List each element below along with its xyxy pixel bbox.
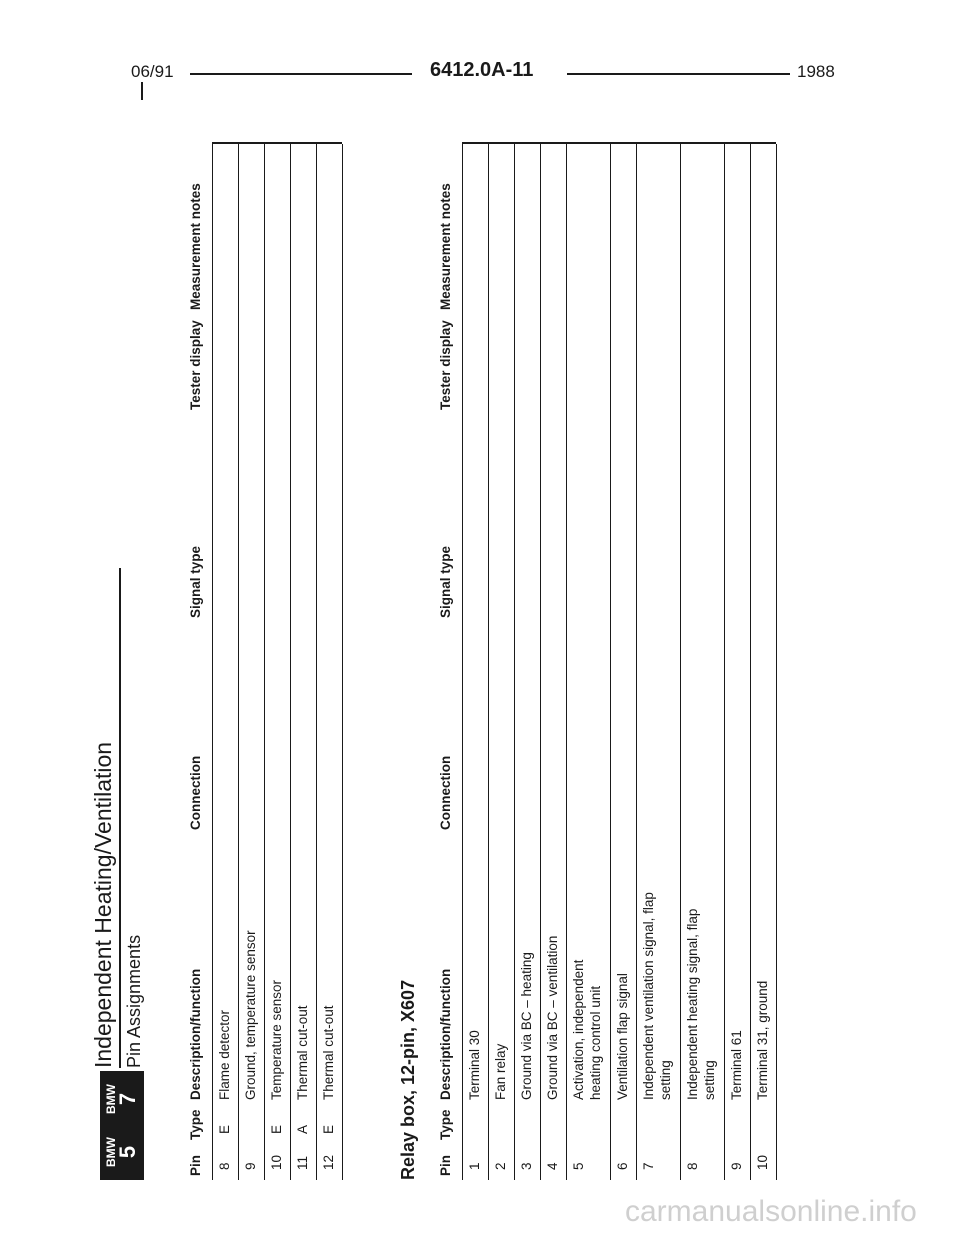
description-cell: Ground via BC – heating <box>519 952 534 1100</box>
type-cell: E <box>269 1124 284 1134</box>
col-description: Description/function <box>188 968 203 1100</box>
pin-cell: 2 <box>493 1162 508 1170</box>
badge-number: 7 <box>115 1092 140 1106</box>
badge-number: 5 <box>115 1145 140 1159</box>
table-row <box>212 144 239 1180</box>
col-signal-type: Signal type <box>188 545 203 618</box>
pin-cell: 4 <box>545 1162 560 1170</box>
badge-series-5 <box>103 1127 141 1177</box>
table-row <box>316 144 343 1180</box>
pin-cell: 10 <box>269 1154 284 1170</box>
description-cell: Ground via BC – ventilation <box>545 935 560 1100</box>
description-cell: Independent heating signal, flap setting <box>685 908 717 1100</box>
header-rule-left <box>190 73 412 75</box>
margin-rule <box>141 82 143 100</box>
pin-cell: 8 <box>217 1162 232 1170</box>
pin-cell: 8 <box>685 1162 700 1170</box>
table-row <box>462 144 489 1180</box>
header-date: 06/91 <box>131 62 174 81</box>
description-cell: Activation, independent heating control unit <box>571 959 603 1100</box>
col-type: Type <box>438 1109 453 1140</box>
header-year: 1988 <box>797 62 835 81</box>
col-signal-type: Signal type <box>438 545 453 618</box>
description-cell: Ground, temperature sensor <box>243 930 258 1100</box>
table-row <box>540 144 567 1180</box>
table-bottom-rule <box>776 144 777 1180</box>
type-cell: E <box>321 1124 336 1134</box>
watermark: carmanualsonline.info <box>625 1195 917 1228</box>
pin-cell: 11 <box>295 1155 310 1170</box>
table-row <box>238 144 265 1180</box>
description-cell: Independent ventilation signal, flap setting <box>641 892 673 1100</box>
page-title: Independent Heating/Ventilation <box>90 741 116 1068</box>
badge-brand: BMW <box>104 1084 118 1114</box>
description-cell: Ventilation flap signal <box>615 973 630 1100</box>
table-row <box>750 144 777 1180</box>
type-cell: A <box>295 1124 310 1134</box>
table-right-rule <box>462 142 776 144</box>
pin-cell: 5 <box>571 1162 586 1170</box>
col-connection: Connection <box>188 755 203 830</box>
title-rule <box>119 568 121 1068</box>
col-tester-display: Tester display <box>438 320 453 410</box>
table-row <box>680 144 725 1180</box>
pin-cell: 9 <box>729 1162 744 1170</box>
col-pin: Pin <box>438 1154 453 1176</box>
description-cell: Thermal cut-out <box>321 1005 336 1100</box>
table-row <box>724 144 751 1180</box>
col-measurement-notes: Measurement notes <box>188 183 203 310</box>
pin-cell: 10 <box>755 1154 770 1170</box>
table-row <box>636 144 681 1180</box>
description-cell: Temperature sensor <box>269 979 284 1100</box>
table-row <box>610 144 637 1180</box>
page-subtitle: Pin Assignments <box>124 934 144 1068</box>
col-tester-display: Tester display <box>188 320 203 410</box>
table-row <box>566 144 611 1180</box>
col-type: Type <box>188 1109 203 1140</box>
table-row <box>290 144 317 1180</box>
pin-cell: 3 <box>519 1162 534 1170</box>
col-connection: Connection <box>438 755 453 830</box>
badge-series-7 <box>103 1074 141 1127</box>
table-row <box>264 144 291 1180</box>
description-cell: Terminal 30 <box>467 1030 482 1100</box>
badge-brand: BMW <box>104 1137 118 1167</box>
rotated-page <box>80 100 800 1180</box>
pin-cell: 6 <box>615 1162 630 1170</box>
description-cell: Flame detector <box>217 1009 232 1100</box>
section-title: Relay box, 12-pin, X607 <box>398 979 418 1180</box>
table-row <box>514 144 541 1180</box>
table-right-rule <box>212 142 342 144</box>
table-bottom-rule <box>342 144 343 1180</box>
pin-cell: 7 <box>641 1162 656 1170</box>
table-row <box>488 144 515 1180</box>
col-measurement-notes: Measurement notes <box>438 183 453 310</box>
pin-cell: 1 <box>467 1162 482 1170</box>
header-rule-right <box>567 73 790 75</box>
header-code: 6412.0A-11 <box>430 59 534 81</box>
description-cell: Terminal 61 <box>729 1030 744 1100</box>
col-pin: Pin <box>188 1154 203 1176</box>
pin-cell: 9 <box>243 1162 258 1170</box>
pin-cell: 12 <box>321 1154 336 1170</box>
type-cell: E <box>217 1124 232 1134</box>
description-cell: Terminal 31, ground <box>755 980 770 1100</box>
description-cell: Fan relay <box>493 1043 508 1100</box>
col-description: Description/function <box>438 968 453 1100</box>
series-badges <box>100 1071 144 1180</box>
description-cell: Thermal cut-out <box>295 1005 310 1100</box>
